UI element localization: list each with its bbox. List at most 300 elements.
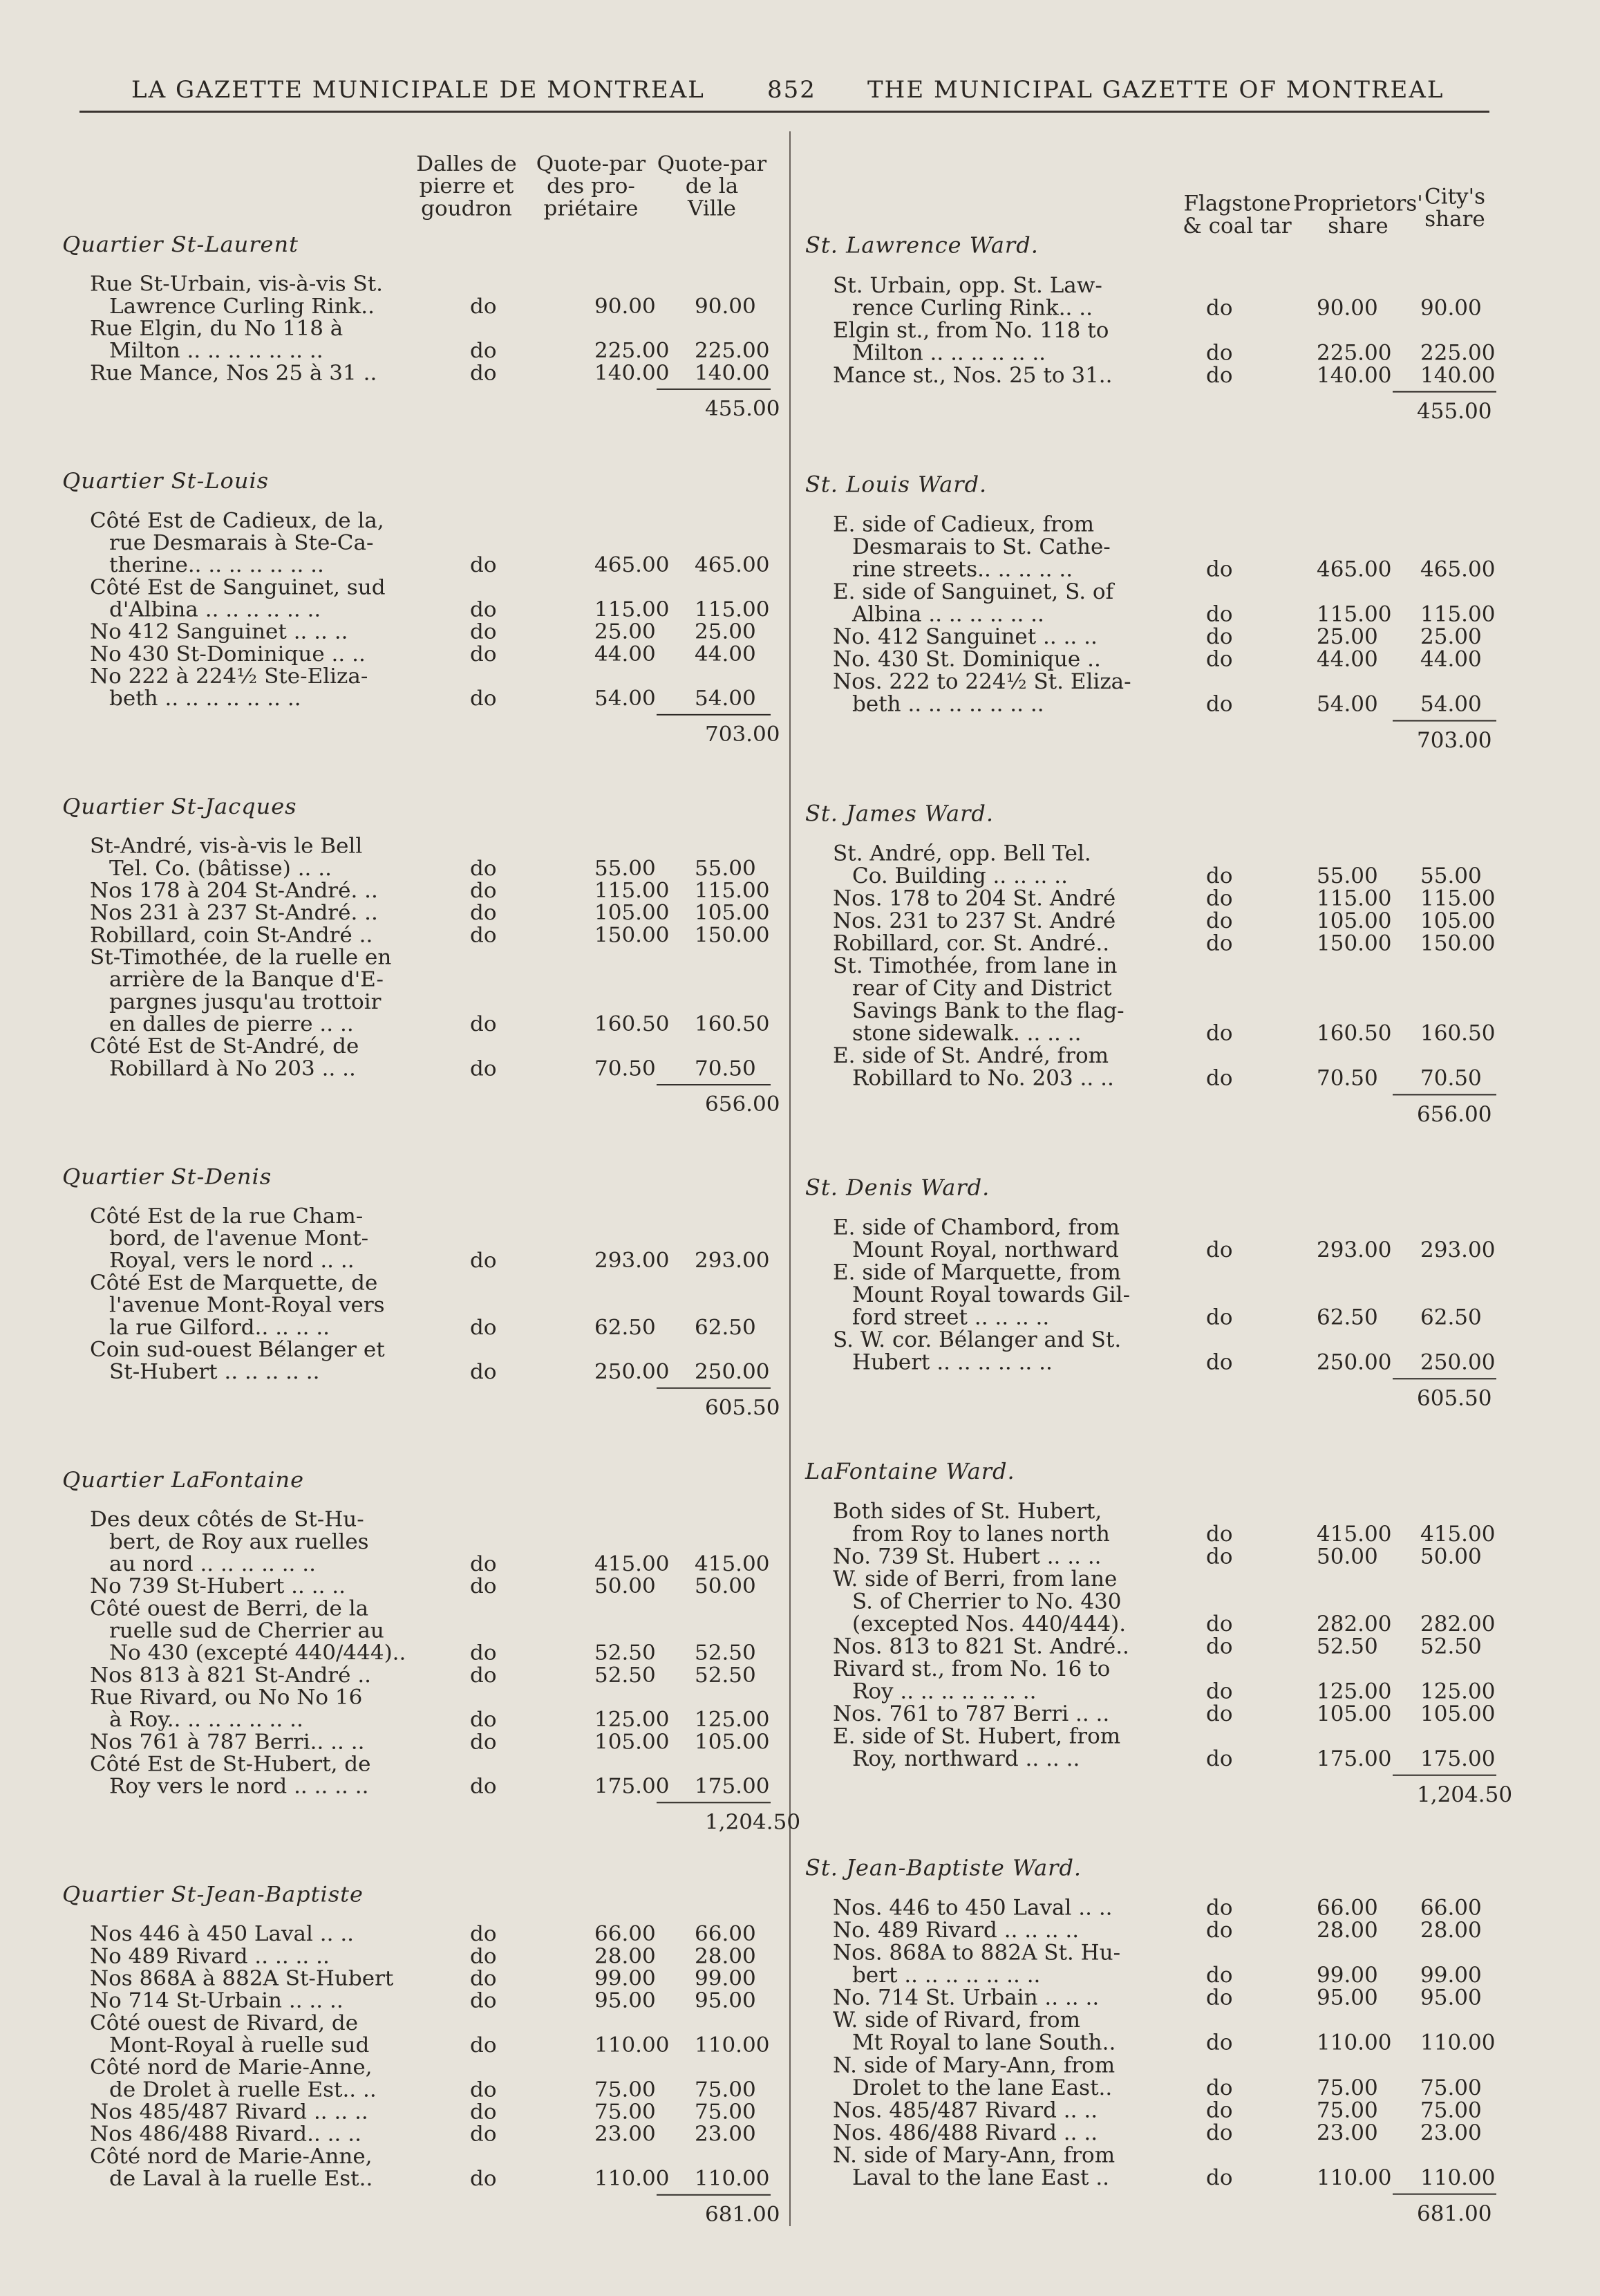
table-row	[805, 1987, 1496, 2010]
description-line: Lawrence Curling Rink..	[109, 294, 375, 319]
description-line: St-Hubert .. .. .. .. ..	[109, 1359, 320, 1384]
paving-type: do	[470, 686, 497, 711]
table-row	[62, 510, 774, 577]
description-line: Roy .. .. .. .. .. .. ..	[852, 1679, 1037, 1704]
total-rule	[62, 710, 774, 720]
description-line: arrière de la Banque d'E-	[109, 967, 384, 992]
french-heading-material: Dalles de pierre et goudron	[416, 151, 517, 221]
proprietors-share: 23.00	[1317, 2120, 1378, 2145]
description-line: au nord .. .. .. .. .. ..	[109, 1551, 316, 1576]
ward-total-value: 681.00	[1417, 2201, 1492, 2226]
description-line: No 430 St-Dominique .. ..	[90, 642, 366, 666]
location-description	[90, 1339, 449, 1383]
city-share: 52.50	[695, 1663, 756, 1688]
table-row	[62, 1036, 774, 1080]
paving-type: do	[1206, 692, 1233, 717]
description-line: rear of City and District	[852, 976, 1112, 1001]
location-description	[833, 1658, 1192, 1703]
table-row	[805, 1920, 1496, 1943]
city-share: 125.00	[1420, 1679, 1496, 1704]
proprietors-share: 28.00	[1317, 1918, 1378, 1943]
description-line: St. André, opp. Bell Tel.	[833, 841, 1091, 866]
location-description	[833, 2055, 1192, 2100]
proprietors-share: 175.00	[594, 1774, 670, 1799]
location-description	[833, 1568, 1192, 1636]
location-description	[833, 1045, 1192, 1090]
table-row	[805, 1703, 1496, 1726]
table-row	[62, 2123, 774, 2145]
paving-type: do	[1206, 2031, 1233, 2055]
location-description	[833, 2100, 1192, 2122]
table-row	[805, 364, 1496, 387]
location-description	[833, 1501, 1192, 1546]
description-line: E. side of St. Hubert, from	[833, 1724, 1121, 1749]
city-share: 175.00	[695, 1774, 770, 1799]
description-line: Roy, northward .. .. ..	[852, 1746, 1080, 1771]
table-row	[805, 1546, 1496, 1569]
table-row	[805, 1329, 1496, 1374]
table-row	[62, 1206, 774, 1273]
ward-spacer	[62, 421, 774, 463]
city-share: 115.00	[1420, 602, 1496, 627]
city-share: 465.00	[695, 552, 770, 577]
table-row	[805, 1726, 1496, 1771]
paving-type: do	[1206, 1634, 1233, 1659]
ward-total	[805, 1780, 1513, 1807]
paving-type: do	[1206, 2075, 1233, 2100]
proprietors-share: 52.50	[1317, 1634, 1378, 1659]
location-description	[833, 1987, 1192, 2010]
paving-type: do	[1206, 908, 1233, 933]
proprietors-share: 110.00	[1317, 2165, 1392, 2190]
description-line: Savings Bank to the flag-	[852, 998, 1124, 1023]
proprietors-share: 225.00	[594, 338, 670, 363]
location-description	[90, 666, 449, 710]
city-share: 52.50	[1420, 1634, 1482, 1659]
ward-total-value: 605.50	[1417, 1386, 1492, 1411]
location-description	[833, 1262, 1192, 1329]
table-row	[62, 1687, 774, 1731]
description-line: Drolet to the lane East..	[852, 2075, 1113, 2100]
description-line: Nos. 868A to 882A St. Hu-	[833, 1941, 1121, 1966]
city-share: 44.00	[1420, 647, 1482, 672]
total-rule	[62, 2190, 774, 2200]
location-description	[833, 1546, 1192, 1569]
city-share: 90.00	[695, 294, 756, 319]
location-description	[833, 364, 1192, 387]
description-line: beth .. .. .. .. .. .. ..	[852, 692, 1044, 717]
ward-title: Quartier St-Jacques	[62, 793, 297, 819]
proprietors-share: 175.00	[1317, 1746, 1392, 1771]
table-row	[805, 1636, 1496, 1659]
description-line: N. side of Mary-Ann, from	[833, 2143, 1116, 2168]
table-row	[62, 835, 774, 879]
description-line: Hubert .. .. .. .. .. ..	[852, 1350, 1053, 1375]
total-rule	[805, 387, 1496, 397]
paving-type: do	[470, 2078, 497, 2102]
location-description	[90, 2010, 449, 2057]
description-line: Nos. 486/488 Rivard .. ..	[833, 2120, 1098, 2145]
paving-type: do	[470, 2100, 497, 2125]
proprietors-share: 140.00	[594, 360, 670, 386]
proprietors-share: 54.00	[1317, 692, 1378, 717]
table-row	[805, 1942, 1496, 1987]
description-line: Nos 868A à 882A St-Hubert	[90, 1966, 394, 1991]
ward-heading	[805, 795, 1496, 843]
paving-type: do	[1206, 2120, 1233, 2145]
table-row	[62, 577, 774, 621]
ward-heading	[62, 1158, 774, 1205]
proprietors-share: 62.50	[1317, 1305, 1378, 1330]
description-line: l'avenue Mont-Royal vers	[109, 1293, 385, 1318]
city-share: 225.00	[695, 338, 770, 363]
ward-spacer	[805, 2226, 1496, 2268]
proprietors-share: 75.00	[1317, 2098, 1378, 2123]
table-row	[805, 1217, 1496, 1262]
city-share: 293.00	[1420, 1238, 1496, 1262]
description-line: No 489 Rivard .. .. .. ..	[90, 1944, 330, 1969]
description-line: (excepted Nos. 440/444).	[852, 1612, 1127, 1636]
paving-type: do	[470, 1056, 497, 1081]
ward-total-value: 1,204.50	[1417, 1782, 1513, 1807]
proprietors-share: 115.00	[594, 878, 670, 903]
ward-heading	[62, 1876, 774, 1923]
ward-section	[805, 795, 1496, 1169]
description-line: pargnes jusqu'au trottoir	[109, 989, 382, 1014]
ward-total-value: 656.00	[705, 1092, 780, 1117]
description-line: Laval to the lane East ..	[852, 2165, 1110, 2190]
ward-heading	[805, 1849, 1496, 1897]
description-line: E. side of Cadieux, from	[833, 512, 1095, 537]
paving-type: do	[470, 2033, 497, 2057]
paving-type: do	[1206, 1963, 1233, 1988]
paving-type: do	[470, 1663, 497, 1688]
city-share: 75.00	[1420, 2098, 1482, 2123]
table-row	[62, 273, 774, 317]
location-description	[90, 1664, 449, 1686]
table-row	[805, 1568, 1496, 1636]
description-line: St. Timothée, from lane in	[833, 953, 1118, 978]
proprietors-share: 160.50	[1317, 1021, 1392, 1046]
ward-spacer	[62, 1420, 774, 1462]
header-title-english: THE MUNICIPAL GAZETTE OF MONTREAL	[867, 76, 1444, 104]
total-rule	[805, 2190, 1496, 2199]
ward-total-value: 703.00	[1417, 728, 1492, 753]
city-share: 465.00	[1420, 557, 1496, 582]
city-share: 70.50	[1420, 1066, 1482, 1091]
proprietors-share: 62.50	[594, 1315, 656, 1340]
ward-section	[62, 788, 780, 1158]
description-line: Rue St-Urbain, vis-à-vis St.	[90, 272, 384, 297]
table-row	[805, 888, 1496, 911]
english-column-headings	[805, 145, 1496, 239]
table-row	[62, 621, 774, 643]
ward-title: St. James Ward.	[805, 800, 995, 827]
table-row	[805, 274, 1496, 319]
proprietors-share: 160.50	[594, 1011, 670, 1036]
proprietors-share: 225.00	[1317, 340, 1392, 366]
table-row	[62, 1990, 774, 2012]
paving-type: do	[470, 923, 497, 948]
description-line: Côté nord de Marie-Anne,	[90, 2144, 373, 2169]
description-line: Nos 486/488 Rivard.. .. ..	[90, 2122, 361, 2147]
paving-type: do	[1206, 1679, 1233, 1704]
description-line: Mont-Royal à ruelle sud	[109, 2033, 370, 2057]
proprietors-share: 415.00	[1317, 1522, 1392, 1547]
description-line: Roy vers le nord .. .. .. ..	[109, 1774, 369, 1799]
description-line: Mount Royal, northward	[852, 1238, 1119, 1262]
ward-total-value: 703.00	[705, 722, 780, 747]
description-line: Nos. 222 to 224½ St. Eliza-	[833, 669, 1131, 695]
table-row	[62, 1968, 774, 1990]
description-line: Elgin st., from No. 118 to	[833, 318, 1109, 343]
table-row	[62, 666, 774, 710]
total-rule	[805, 1374, 1496, 1383]
city-share: 55.00	[1420, 864, 1482, 888]
description-line: No 412 Sanguinet .. .. ..	[90, 619, 348, 644]
description-line: No. 739 St. Hubert .. .. ..	[833, 1544, 1102, 1569]
proprietors-share: 52.50	[594, 1663, 656, 1688]
proprietors-share: 66.00	[1317, 1896, 1378, 1921]
description-line: Robillard, coin St-André ..	[90, 923, 373, 948]
french-column-headings	[62, 145, 774, 226]
proprietors-share: 250.00	[1317, 1350, 1392, 1375]
header-rule	[79, 111, 1489, 113]
description-line: à Roy.. .. .. .. .. .. ..	[109, 1707, 303, 1732]
location-description	[833, 933, 1192, 955]
description-line: ruelle sud de Cherrier au	[109, 1618, 384, 1643]
paving-type: do	[470, 552, 497, 577]
city-share: 50.00	[1420, 1544, 1482, 1569]
ward-section	[62, 1876, 780, 2268]
proprietors-share: 55.00	[1317, 864, 1378, 888]
paving-type: do	[470, 1315, 497, 1340]
description-line: from Roy to lanes north	[852, 1522, 1110, 1547]
proprietors-share: 44.00	[1317, 647, 1378, 672]
paving-type: do	[470, 1988, 497, 2013]
paving-type: do	[1206, 363, 1233, 388]
location-description	[833, 648, 1192, 671]
proprietors-share: 115.00	[1317, 886, 1392, 911]
location-description	[90, 924, 449, 946]
location-description	[833, 2145, 1192, 2190]
ward-spacer	[805, 1807, 1496, 1849]
proprietors-share: 282.00	[1317, 1612, 1392, 1636]
proprietors-share: 70.50	[594, 1056, 656, 1081]
description-line: stone sidewalk. .. .. ..	[852, 1021, 1082, 1046]
proprietors-share: 415.00	[594, 1551, 670, 1576]
ward-total	[62, 1807, 801, 1835]
ward-spacer	[805, 424, 1496, 466]
proprietors-share: 250.00	[594, 1359, 670, 1384]
description-line: Robillard, cor. St. André..	[833, 931, 1110, 956]
description-line: W. side of Berri, from lane	[833, 1567, 1118, 1592]
ward-section	[805, 1169, 1496, 1453]
ward-section	[62, 1158, 780, 1462]
description-line: E. side of Sanguinet, S. of	[833, 579, 1114, 605]
description-line: rine streets.. .. .. .. ..	[852, 557, 1073, 582]
description-line: Nos. 485/487 Rivard .. ..	[833, 2098, 1098, 2123]
location-description	[90, 2057, 449, 2101]
description-line: Albina .. .. .. .. .. ..	[852, 602, 1044, 627]
total-rule	[805, 1771, 1496, 1780]
city-share: 70.50	[695, 1056, 756, 1081]
city-share: 55.00	[695, 856, 756, 881]
paving-type: do	[470, 2122, 497, 2147]
table-row	[805, 1501, 1496, 1546]
paving-type: do	[1206, 931, 1233, 956]
paving-type: do	[470, 1730, 497, 1755]
proprietors-share: 105.00	[594, 1730, 670, 1755]
table-row	[62, 2101, 774, 2123]
description-line: Des deux côtés de St-Hu-	[90, 1507, 364, 1532]
city-share: 115.00	[695, 878, 770, 903]
city-share: 54.00	[695, 686, 756, 711]
proprietors-share: 44.00	[594, 642, 656, 666]
description-line: Nos. 178 to 204 St. André	[833, 886, 1116, 911]
description-line: Tel. Co. (bâtisse) .. ..	[109, 856, 332, 881]
paving-type: do	[470, 1011, 497, 1036]
ward-total-value: 681.00	[705, 2202, 780, 2227]
total-rule	[62, 1080, 774, 1090]
description-line: E. side of St. André, from	[833, 1043, 1109, 1069]
table-row	[62, 1945, 774, 1968]
proprietors-share: 99.00	[1317, 1963, 1378, 1988]
ward-section	[805, 227, 1496, 466]
description-line: No. 412 Sanguinet .. .. ..	[833, 624, 1098, 650]
proprietors-share: 140.00	[1317, 363, 1392, 388]
city-share: 160.50	[695, 1011, 770, 1036]
french-column	[62, 145, 801, 2268]
paving-type: do	[1206, 1021, 1233, 1046]
location-description	[833, 671, 1192, 716]
location-description	[90, 1598, 449, 1665]
city-share: 95.00	[1420, 1986, 1482, 2010]
ward-rows	[805, 1501, 1496, 1771]
ward-title: Quartier St-Laurent	[62, 231, 299, 257]
location-description	[90, 1272, 449, 1339]
city-share: 23.00	[1420, 2120, 1482, 2145]
location-description	[833, 1703, 1192, 1726]
header-title-french: LA GAZETTE MUNICIPALE DE MONTREAL	[131, 76, 705, 104]
table-row	[62, 362, 774, 384]
description-line: bert .. .. .. .. .. .. ..	[852, 1963, 1041, 1988]
proprietors-share: 99.00	[594, 1966, 656, 1991]
description-line: No 714 St-Urbain .. .. ..	[90, 1988, 343, 2013]
paving-type: do	[470, 1551, 497, 1576]
paving-type: do	[470, 294, 497, 319]
ward-total	[62, 720, 780, 747]
description-line: W. side of Rivard, from	[833, 2008, 1080, 2033]
table-row	[62, 1576, 774, 1598]
proprietors-share: 105.00	[594, 900, 670, 925]
description-line: Côté Est de Cadieux, de la,	[90, 508, 384, 533]
paving-type: do	[470, 2166, 497, 2191]
proprietors-share: 52.50	[594, 1641, 656, 1665]
description-line: No. 714 St. Urbain .. .. ..	[833, 1986, 1100, 2010]
paving-type: do	[1206, 647, 1233, 672]
proprietors-share: 75.00	[594, 2078, 656, 2102]
ward-rows	[62, 1509, 774, 1798]
proprietors-share: 50.00	[1317, 1544, 1378, 1569]
location-description	[833, 274, 1192, 319]
description-line: bord, de l'avenue Mont-	[109, 1226, 369, 1251]
table-row	[805, 1045, 1496, 1090]
description-line: Côté Est de St-Hubert, de	[90, 1752, 371, 1777]
ward-title: Quartier St-Jean-Baptiste	[62, 1881, 364, 1907]
total-rule	[805, 1090, 1496, 1100]
ward-rows	[62, 273, 774, 384]
table-row	[62, 1598, 774, 1665]
paving-type: do	[1206, 1522, 1233, 1547]
description-line: Mt Royal to lane South..	[852, 2031, 1116, 2055]
ward-spacer	[62, 1117, 774, 1158]
table-row	[805, 319, 1496, 364]
location-description	[90, 2123, 449, 2145]
ward-rows	[62, 1206, 774, 1383]
table-row	[62, 1664, 774, 1686]
table-row	[805, 1658, 1496, 1703]
description-line: Nos. 761 to 787 Berri .. ..	[833, 1701, 1110, 1726]
ward-rows	[62, 510, 774, 710]
city-share: 75.00	[695, 2100, 756, 2125]
location-description	[90, 643, 449, 665]
table-row	[805, 648, 1496, 671]
ward-heading	[62, 463, 774, 510]
city-share: 75.00	[695, 2078, 756, 2102]
total-rule	[62, 1798, 774, 1808]
city-share: 66.00	[1420, 1896, 1482, 1921]
english-heading-city: City's share	[1424, 185, 1486, 232]
ward-title: Quartier LaFontaine	[62, 1466, 305, 1493]
paving-type: do	[470, 597, 497, 622]
city-share: 150.00	[1420, 931, 1496, 956]
ward-heading	[62, 226, 774, 273]
english-heading-proprietor: Proprietors' share	[1293, 191, 1423, 239]
city-share: 62.50	[695, 1315, 756, 1340]
ward-heading	[805, 466, 1496, 514]
table-row	[805, 1897, 1496, 1920]
description-line: la rue Gilford.. .. .. ..	[109, 1315, 330, 1340]
location-description	[833, 581, 1192, 626]
description-line: Rivard st., from No. 16 to	[833, 1656, 1111, 1681]
city-share: 140.00	[695, 360, 770, 386]
city-share: 415.00	[695, 1551, 770, 1576]
location-description	[833, 319, 1192, 364]
table-row	[805, 626, 1496, 649]
ward-total	[805, 397, 1496, 424]
proprietors-share: 150.00	[1317, 931, 1392, 956]
proprietors-share: 110.00	[594, 2166, 670, 2191]
location-description	[833, 843, 1192, 888]
city-share: 99.00	[1420, 1963, 1482, 1988]
description-line: S. of Cherrier to No. 430	[852, 1589, 1122, 1614]
description-line: St-Timothée, de la ruelle en	[90, 945, 392, 970]
city-share: 110.00	[695, 2033, 770, 2057]
location-description	[90, 273, 449, 317]
paving-type: do	[1206, 557, 1233, 582]
location-description	[90, 318, 449, 362]
description-line: Mount Royal towards Gil-	[852, 1282, 1131, 1307]
paving-type: do	[1206, 624, 1233, 650]
city-share: 415.00	[1420, 1522, 1496, 1547]
city-share: 50.00	[695, 1574, 756, 1598]
ward-spacer	[805, 1411, 1496, 1453]
description-line: Côté ouest de Rivard, de	[90, 2010, 359, 2035]
ward-heading	[805, 1169, 1496, 1217]
proprietors-share: 75.00	[1317, 2075, 1378, 2100]
ward-spacer	[62, 747, 774, 788]
